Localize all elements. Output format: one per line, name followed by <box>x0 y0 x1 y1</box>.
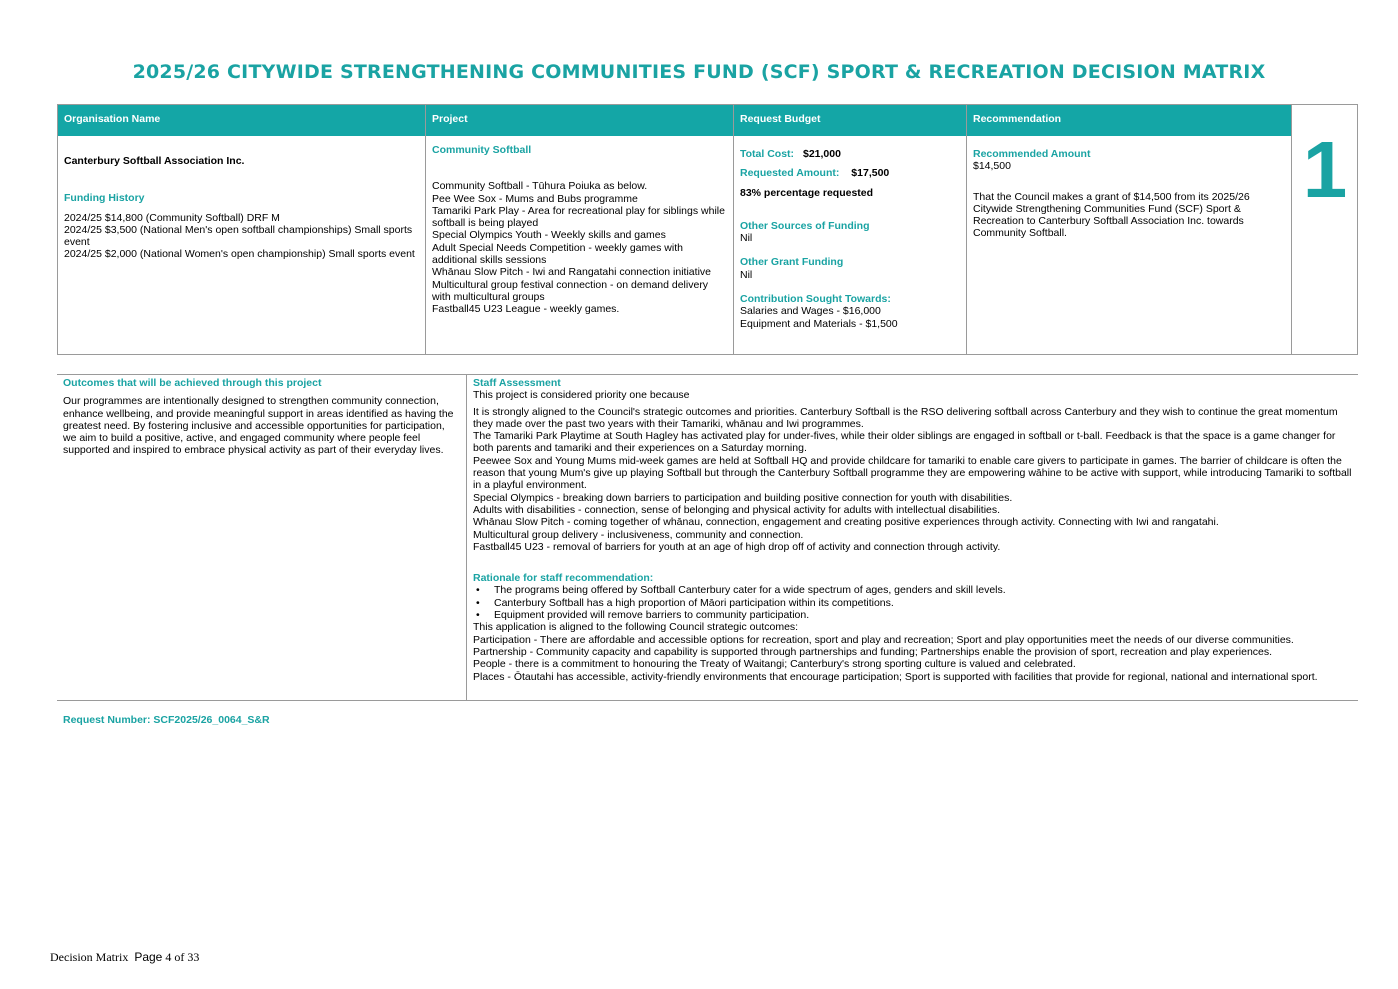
requested-amount-value: $17,500 <box>851 167 890 180</box>
other-grant-value: Nil <box>740 268 753 281</box>
assessment-line: Whānau Slow Pitch - coming together of whānau, connection, engagement and creating positive experiences through activity. Connecting with Iwi and rangatahi. <box>473 516 1219 529</box>
contribution-item: Salaries and Wages - $16,000 <box>740 305 881 318</box>
project-line: Multicultural group festival connection - on demand delivery with multicultural groups <box>432 278 709 303</box>
strategic-line: Partnership - Community capacity and capability is supported through partnerships and funding; Partnerships enable the provision of sport, recreation and play experiences. <box>473 645 1273 658</box>
funding-history-list <box>64 212 419 261</box>
other-sources-label: Other Sources of Funding <box>740 219 870 232</box>
requested-amount-label: Requested Amount: <box>740 167 840 180</box>
project-description <box>432 180 727 315</box>
project-line: Whānau Slow Pitch - Iwi and Rangatahi connection initiative <box>432 266 711 279</box>
recommended-amount-value: $14,500 <box>973 160 1011 173</box>
contribution-label: Contribution Sought Towards: <box>740 293 891 306</box>
project-line: Fastball45 U23 League - weekly games. <box>432 303 620 316</box>
assessment-line: This project is considered priority one because <box>473 389 690 402</box>
strategic-line: People - there is a commitment to honouring the Treaty of Waitangi; Canterbury's strong sporting culture is valued and celebrated. <box>473 658 1076 671</box>
budget-column <box>734 105 967 354</box>
rationale-item: • Canterbury Softball has a high proportion of Māori participation within its competitions. <box>473 597 1352 609</box>
recommendation-text: That the Council makes a grant of $14,500 from its 2025/26 Citywide Strengthening Communities Fund (SCF) Sport & Recreation to Canterbury Softball Association Inc. towards Community Softball. <box>973 190 1250 240</box>
contribution-item: Equipment and Materials - $1,500 <box>740 317 898 330</box>
rationale-label: Rationale for staff recommendation: <box>473 572 654 585</box>
request-number: Request Number: SCF2025/26_0064_S&R <box>63 714 270 726</box>
recommendation-column <box>967 105 1292 354</box>
assessment-table <box>57 374 1358 701</box>
rationale-item: • The programs being offered by Softball Canterbury cater for a wide spectrum of ages, genders and skill levels. <box>473 584 1352 596</box>
strategic-line: Participation - There are affordable and accessible options for recreation, sport and play and recreation; Sport and play opportunities meet the needs of our diverse communities. <box>473 633 1294 646</box>
funding-history-item: 2024/25 $2,000 (National Women's open championship) Small sports event <box>64 248 415 261</box>
project-line: Community Softball - Tūhura Poiuka as below. <box>432 180 648 193</box>
decision-table <box>57 104 1358 355</box>
project-line: Tamariki Park Play - Area for recreational play for siblings while softball is being played <box>432 204 725 230</box>
strategic-line: This application is aligned to the following Council strategic outcomes: <box>473 621 799 634</box>
priority-number: 1 <box>1302 125 1348 214</box>
funding-history-label: Funding History <box>64 192 145 205</box>
assessment-line: Adults with disabilities - connection, sense of belonging and physical activity for adults with intellectual disabilities. <box>473 503 1001 516</box>
page-title: 2025/26 CITYWIDE STRENGTHENING COMMUNITIES FUND (SCF) SPORT & RECREATION DECISION MATRIX <box>132 61 1266 83</box>
project-column <box>426 105 734 354</box>
project-title: Community Softball <box>432 144 532 156</box>
footer-label: Decision Matrix <box>50 950 129 964</box>
outcomes-label: Outcomes that will be achieved through this project <box>63 377 322 389</box>
assessment-line: The Tamariki Park Playtime at South Hagley has activated play for under-fives, while their older siblings are engaged in softball or t-ball. Feedback is that the space is a game changer for both parents and tamariki and their experiences on a Saturday morning. <box>473 430 1336 455</box>
other-sources-value: Nil <box>740 232 753 245</box>
organisation-header: Organisation Name <box>58 105 425 136</box>
other-grant-label: Other Grant Funding <box>740 256 844 269</box>
page-footer <box>50 951 199 963</box>
funding-history-item: 2024/25 $14,800 (Community Softball) DRF M <box>64 211 280 224</box>
staff-assessment-label: Staff Assessment <box>473 377 561 389</box>
strategic-line: Places - Ōtautahi has accessible, activity-friendly environments that encourage participation; Sport is supported with facilities that provide for regional, national and international sport. <box>473 670 1318 683</box>
outcomes-text: Our programmes are intentionally designed to strengthen community connection, enhance wellbeing, and provide meaningful support in areas identified as having the greatest need. By fostering inclusive and accessible opportunities for participation, we aim to build a positive, active, and engaged community where people feel supported and inspired to embrace physical activity as part of their everyday lives. <box>63 395 454 457</box>
footer-page-total: 33 <box>187 950 200 964</box>
total-cost-row <box>740 148 960 160</box>
footer-of-word: of <box>174 950 185 964</box>
funding-history-item: 2024/25 $3,500 (National Men's open softball championships) Small sports event <box>64 223 413 249</box>
rationale-item: • Equipment provided will remove barriers to community participation. <box>473 609 1352 621</box>
organisation-column <box>58 105 426 354</box>
priority-column <box>1292 105 1358 354</box>
recommendation-header: Recommendation <box>967 105 1291 136</box>
assessment-line: It is strongly aligned to the Council's strategic outcomes and priorities. Canterbury Softball is the RSO delivering softball across Canterbury and they wish to continue the great momentum they made over the past two years with their Tamariki, whānau and Iwi programmes. <box>473 405 1338 430</box>
total-cost-value: $21,000 <box>802 148 841 160</box>
project-line: Special Olympics Youth - Weekly skills and games <box>432 229 666 242</box>
project-line: Pee Wee Sox - Mums and Bubs programme <box>432 192 638 205</box>
project-header: Project <box>426 105 733 136</box>
budget-header: Request Budget <box>734 105 966 136</box>
staff-assessment-cell <box>467 375 1358 700</box>
project-line: Adult Special Needs Competition - weekly games with additional skills sessions <box>432 241 683 267</box>
percent-requested: 83% percentage requested <box>740 186 874 199</box>
total-cost-label: Total Cost: <box>740 148 795 160</box>
organisation-name: Canterbury Softball Association Inc. <box>64 155 245 167</box>
rationale-list <box>473 584 1352 621</box>
footer-page-word: Page <box>134 950 163 964</box>
requested-amount-row <box>740 167 960 179</box>
outcomes-cell <box>57 375 467 700</box>
footer-page-number: 4 <box>165 950 172 964</box>
assessment-line: Peewee Sox and Young Mums mid-week games are held at Softball HQ and provide childcare for tamariki to enable care givers to participate in games. The barrier of childcare is often the reason that young Mum's give up playing Softball but through the Canterbury Softball programme they are empowering wāhine to be active with support, while introducing Tamariki to softball in a playful environment. <box>473 454 1352 492</box>
assessment-line: Special Olympics - breaking down barriers to participation and building positive connection for youth with disabilities. <box>473 491 1013 504</box>
assessment-line: Multicultural group delivery - inclusiveness, community and connection. <box>473 528 804 541</box>
assessment-line: Fastball45 U23 - removal of barriers for youth at an age of high drop off of activity and connection through activity. <box>473 540 1001 553</box>
recommended-amount-label: Recommended Amount <box>973 148 1091 160</box>
